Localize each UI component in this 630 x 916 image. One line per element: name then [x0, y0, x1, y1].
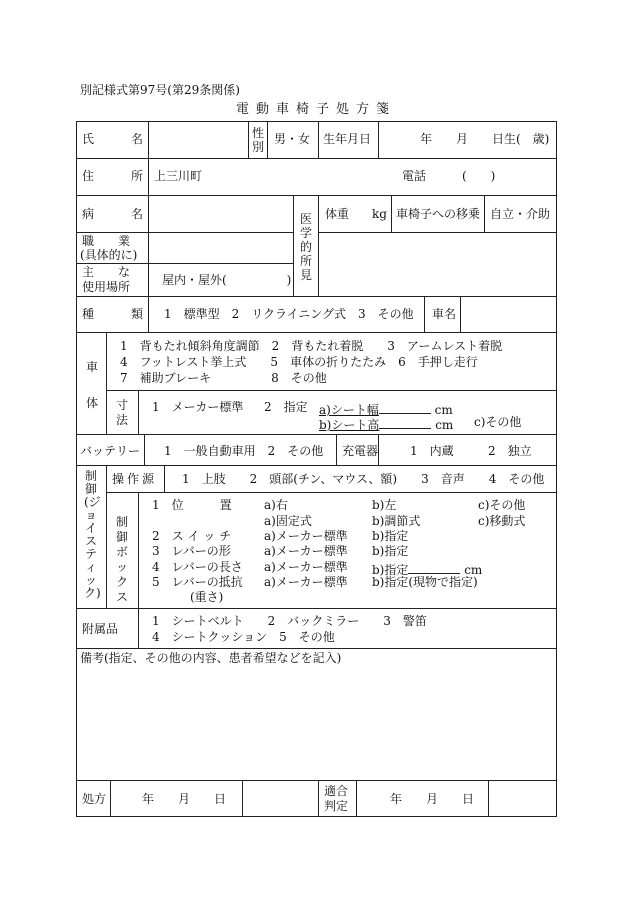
form-reference: 別記様式第97号(第29条関係) [80, 83, 240, 97]
address-label-a: 住 [82, 169, 95, 183]
body-features-line3[interactable]: 7 補助ブレーキ 8 その他 [120, 371, 327, 385]
name-label-b: 名 [131, 132, 144, 146]
name-label-a: 氏 [82, 132, 95, 146]
position-left-option[interactable]: b)左 [372, 498, 397, 512]
dob-label: 生年月日 [323, 132, 372, 146]
lever-shape-specified-option[interactable]: b)指定 [372, 544, 409, 558]
control-source-options[interactable]: 1 上肢 2 頭部(チン、マウス、額) 3 音声 4 その他 [182, 472, 545, 486]
seat-height-label[interactable]: b)シート高 cm [319, 418, 454, 432]
switch-label: 2 ス イ ッ チ [152, 529, 232, 543]
medical-findings-label: 医学的所見 [299, 212, 312, 282]
lever-resistance-specified-option[interactable]: b)指定(現物で指定) [372, 575, 478, 589]
position-label: 1 位 置 [152, 498, 232, 512]
switch-standard-option[interactable]: a)メーカー標準 [264, 529, 348, 543]
transfer-label: 車椅子への移乗 [396, 207, 481, 221]
size-standard-option[interactable]: 1 メーカー標準 [152, 400, 244, 414]
occupation-label-line1: 職 業 [82, 234, 131, 248]
accessories-line2[interactable]: 4 シートクッション 5 その他 [152, 630, 335, 644]
remarks-label: 備考(指定、その他の内容、患者希望などを記入) [80, 651, 342, 665]
position-fixed-option[interactable]: a)固定式 [264, 514, 312, 528]
charger-label: 充電器 [342, 444, 379, 458]
position-movable-option[interactable]: c)移動式 [478, 514, 526, 528]
lever-length-label: 4 レバーの長さ [152, 560, 243, 574]
type-label-b: 類 [131, 307, 144, 321]
control-source-label: 操作源 [112, 472, 158, 486]
body-label-b: 体 [86, 396, 99, 410]
address-label-b: 所 [131, 169, 144, 183]
fit-judgment-label-line2: 判定 [324, 799, 349, 813]
position-other-option[interactable]: c)その他 [478, 498, 526, 512]
form-title: 電動車椅子処方箋 [236, 102, 397, 117]
charger-option-builtin[interactable]: 1 内蔵 [410, 444, 454, 458]
transfer-value[interactable]: 自立・介助 [490, 207, 551, 221]
phone-label: 電話 [402, 169, 427, 183]
control-label: 制御(ジョイスティック) [84, 469, 101, 600]
lever-shape-standard-option[interactable]: a)メーカー標準 [264, 544, 348, 558]
weight-label: 体重 [325, 207, 350, 221]
battery-label: バッテリー [80, 444, 141, 458]
fit-judgment-label-line1: 適合 [324, 784, 349, 798]
weight-unit: kg [372, 207, 387, 221]
disease-label-b: 名 [131, 207, 144, 221]
remarks-area[interactable] [80, 668, 552, 776]
lever-resistance-sub: (重さ) [190, 590, 224, 604]
position-right-option[interactable]: a)右 [264, 498, 288, 512]
dob-value[interactable]: 年 月 日生( 歳) [420, 132, 550, 146]
type-options[interactable]: 1 標準型 2 リクライニング式 3 その他 [164, 307, 414, 321]
seat-width-label[interactable]: a)シート幅 cm [319, 403, 453, 417]
size-label-a: 寸 [116, 398, 129, 412]
body-label-a: 車 [86, 360, 99, 374]
size-specified-option[interactable]: 2 指定 [264, 400, 308, 414]
size-other-option[interactable]: c)その他 [474, 415, 522, 429]
lever-resistance-standard-option[interactable]: a)メーカー標準 [264, 575, 348, 589]
lever-shape-label: 3 レバーの形 [152, 544, 231, 558]
switch-specified-option[interactable]: b)指定 [372, 529, 409, 543]
lever-length-standard-option[interactable]: a)メーカー標準 [264, 560, 348, 574]
usage-place-value[interactable]: 屋内・屋外( ) [162, 273, 292, 287]
phone-value[interactable]: ( ) [462, 169, 496, 183]
body-features-line2[interactable]: 4 フットレスト挙上式 5 車体の折りたたみ 6 手押し走行 [120, 355, 478, 369]
usage-place-label-line2: 使用場所 [82, 280, 131, 294]
accessories-label: 附属品 [82, 622, 119, 636]
battery-options[interactable]: 1 一般自動車用 2 その他 [164, 444, 324, 458]
fit-judgment-date[interactable]: 年 月 日 [390, 792, 475, 806]
accessories-line1[interactable]: 1 シートベルト 2 バックミラー 3 警笛 [152, 614, 427, 628]
prescription-label: 処方 [82, 792, 107, 806]
car-name-label: 車名 [432, 307, 457, 321]
occupation-label-line2: (具体的に) [80, 248, 138, 262]
disease-label-a: 病 [82, 207, 95, 221]
charger-option-separate[interactable]: 2 独立 [488, 444, 532, 458]
sex-label: 性別 [251, 126, 264, 154]
lever-resistance-label: 5 レバーの抵抗 [152, 575, 243, 589]
position-adjustable-option[interactable]: b)調節式 [372, 514, 421, 528]
address-value[interactable]: 上三川町 [154, 169, 203, 183]
prescription-date[interactable]: 年 月 日 [142, 792, 227, 806]
control-box-label: 制御ボックス [115, 515, 128, 604]
lever-length-specified-option[interactable]: b)指定 cm [372, 563, 483, 577]
size-label-b: 法 [116, 413, 129, 427]
sex-value[interactable]: 男・女 [274, 132, 311, 146]
usage-place-label-line1: 主 な [82, 265, 131, 279]
body-features-line1[interactable]: 1 背もたれ傾斜角度調節 2 背もたれ着脱 3 アームレスト着脱 [120, 339, 503, 353]
type-label-a: 種 [82, 307, 95, 321]
